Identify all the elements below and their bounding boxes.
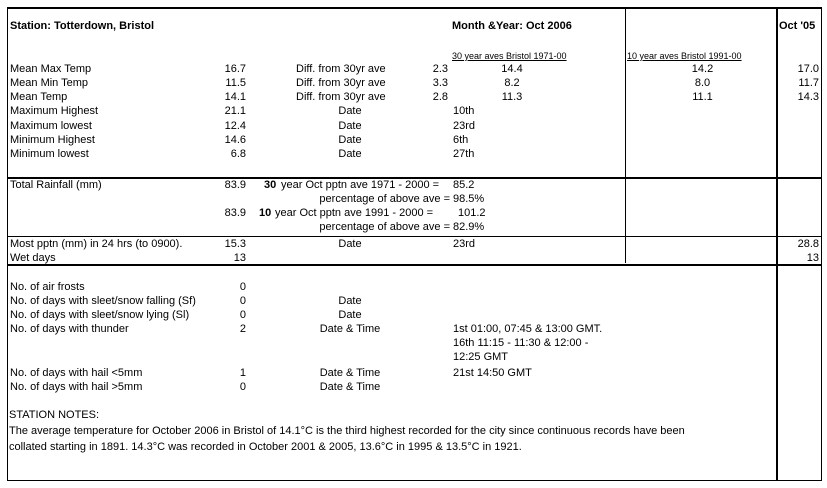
extreme-date: 27th <box>453 148 475 160</box>
days-value: 0 <box>239 281 246 293</box>
most-pptn-date: 23rd <box>453 238 476 250</box>
separator-rain <box>7 236 822 237</box>
rainfall-pct-value: 98.5% <box>453 193 485 205</box>
extreme-label: Minimum lowest <box>10 148 89 160</box>
most-pptn-prev: 28.8 <box>797 238 819 250</box>
days-date-label: Date & Time <box>319 381 381 393</box>
days-label: No. of days with sleet/snow lying (Sl) <box>10 309 190 321</box>
month-year-title: Month &Year: Oct 2006 <box>452 20 572 32</box>
rainfall-value: 83.9 <box>224 179 246 191</box>
notes-line: The average temperature for October 2006 in Bristol of 14.1°C is the third highest recorded for the city since continuous records have been <box>9 425 685 437</box>
days-date-label: Date <box>338 295 362 307</box>
temp-prev: 11.7 <box>798 77 819 89</box>
extreme-date: 23rd <box>453 120 476 132</box>
most-pptn-date-label: Date <box>338 238 362 250</box>
days-label: No. of days with sleet/snow falling (Sf) <box>10 295 196 307</box>
days-value: 0 <box>239 309 246 321</box>
most-pptn-label: Most pptn (mm) in 24 hrs (to 0900). <box>10 238 183 250</box>
wet-days-label: Wet days <box>10 252 56 264</box>
temp-label: Mean Temp <box>10 91 68 103</box>
temp-value: 11.5 <box>225 77 246 89</box>
days-label: No. of days with hail >5mm <box>10 381 143 393</box>
extreme-date: 6th <box>453 134 469 146</box>
days-value: 1 <box>239 367 246 379</box>
wet-days-value: 13 <box>233 252 246 264</box>
rainfall-10yr-bold: 10 <box>259 207 272 219</box>
aves-1971-header: 30 year aves Bristol 1971-00 <box>452 51 567 61</box>
frame-bottom <box>7 480 822 481</box>
notes-line: collated starting in 1891. 14.3°C was recorded in October 2001 & 2005, 13.6°C in 1995 & 13.5°C in 1921. <box>9 441 522 453</box>
days-info: 1st 01:00, 07:45 & 13:00 GMT. <box>453 323 603 335</box>
wet-days-prev: 13 <box>806 252 819 264</box>
extreme-date-label: Date <box>338 105 362 117</box>
extreme-value: 6.8 <box>230 148 246 160</box>
most-pptn-value: 15.3 <box>224 238 246 250</box>
rainfall-value-2: 83.9 <box>224 207 246 219</box>
days-value: 2 <box>239 323 246 335</box>
rainfall-pct-label: percentage of above ave = <box>319 193 450 205</box>
extreme-label: Minimum Highest <box>10 134 95 146</box>
aves-1991-header: 10 year aves Bristol 1991-00 <box>627 51 742 61</box>
temp-value: 16.7 <box>224 63 246 75</box>
temp-diff: 2.3 <box>432 63 448 75</box>
temp-ave30: 14.4 <box>501 63 523 75</box>
days-date-label: Date <box>338 309 362 321</box>
temp-label: Mean Min Temp <box>10 77 89 89</box>
extreme-value: 14.6 <box>224 134 246 146</box>
temp-label: Mean Max Temp <box>10 63 92 75</box>
days-date-label: Date & Time <box>319 323 381 335</box>
rainfall-30yr-value: 85.2 <box>453 179 475 191</box>
extreme-date: 10th <box>453 105 475 117</box>
temp-prev: 17.0 <box>797 63 819 75</box>
days-label: No. of days with thunder <box>10 323 129 335</box>
temp-diff-label: Diff. from 30yr ave <box>296 91 386 103</box>
rainfall-30yr-text: year Oct pptn ave 1971 - 2000 = <box>281 179 440 191</box>
rainfall-10yr-value: 101.2 <box>458 207 486 219</box>
temp-diff: 3.3 <box>432 77 448 89</box>
rainfall-pct2-value: 82.9% <box>453 221 485 233</box>
frame-top <box>7 7 822 9</box>
temp-diff: 2.8 <box>432 91 448 103</box>
thunder-extra-line: 16th 11:15 - 11:30 & 12:00 - <box>453 337 589 349</box>
rainfall-pct2-label: percentage of above ave = <box>319 221 450 233</box>
days-info: 21st 14:50 GMT <box>453 367 532 379</box>
days-value: 0 <box>239 295 246 307</box>
temp-ave10: 11.1 <box>692 91 713 103</box>
days-value: 0 <box>239 381 246 393</box>
extreme-date-label: Date <box>338 134 362 146</box>
temp-ave10: 14.2 <box>691 63 714 75</box>
days-label: No. of days with hail <5mm <box>10 367 143 379</box>
temp-ave10: 8.0 <box>694 77 711 89</box>
extreme-label: Maximum Highest <box>10 105 99 117</box>
temp-ave30: 8.2 <box>504 77 520 89</box>
notes-title: STATION NOTES: <box>9 409 100 421</box>
station-title: Station: Totterdown, Bristol <box>10 20 155 32</box>
temp-diff-label: Diff. from 30yr ave <box>296 77 386 89</box>
rainfall-label: Total Rainfall (mm) <box>10 179 102 191</box>
extreme-date-label: Date <box>338 148 362 160</box>
rainfall-10yr-text: year Oct pptn ave 1991 - 2000 = <box>275 207 434 219</box>
previous-month-header: Oct '05 <box>779 20 816 32</box>
rainfall-30yr-bold: 30 <box>264 179 277 191</box>
days-date-label: Date & Time <box>319 367 381 379</box>
divider-aves-left <box>625 7 626 263</box>
frame-right <box>821 7 822 481</box>
extreme-value: 21.1 <box>224 105 246 117</box>
separator-pptn <box>7 264 822 266</box>
temp-ave30: 11.3 <box>501 91 523 103</box>
thunder-extra-line: 12:25 GMT <box>453 351 509 363</box>
temp-value: 14.1 <box>224 91 246 103</box>
temp-prev: 14.3 <box>797 91 819 103</box>
frame-left <box>7 7 8 481</box>
station-notes <box>9 407 749 455</box>
days-label: No. of air frosts <box>10 281 85 293</box>
temp-diff-label: Diff. from 30yr ave <box>296 63 386 75</box>
extreme-value: 12.4 <box>224 120 246 132</box>
extreme-label: Maximum lowest <box>10 120 92 132</box>
extreme-date-label: Date <box>338 120 362 132</box>
